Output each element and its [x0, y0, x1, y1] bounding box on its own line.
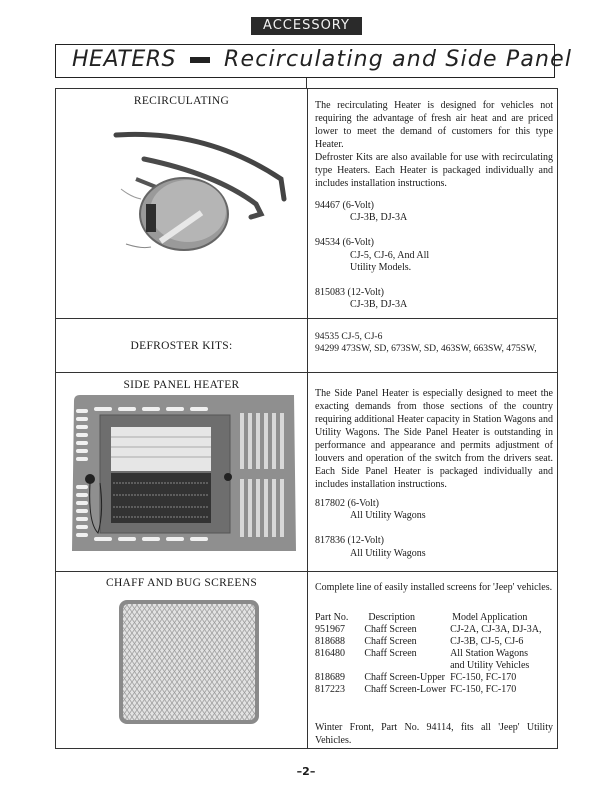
- description-cell: Chaff Screen: [364, 648, 417, 659]
- part-application: Utility Models.: [350, 261, 412, 273]
- part-no-cell: 951967: [315, 624, 345, 635]
- part-number: 817802 (6-Volt): [315, 498, 379, 509]
- description-cell: Chaff Screen-Upper: [364, 672, 445, 683]
- part-application: CJ-3B, DJ-3A: [350, 212, 408, 224]
- page-title: [72, 47, 572, 72]
- table-row: [313, 684, 543, 696]
- table-row: [313, 672, 543, 684]
- description-cell: [362, 660, 448, 672]
- part-application: All Utility Wagons: [350, 510, 426, 522]
- part-no-cell: 818689: [315, 672, 345, 683]
- column-header: Part No.: [315, 612, 349, 623]
- defroster-list: [315, 331, 553, 355]
- part-number: 94467 (6-Volt): [315, 200, 374, 211]
- part-number: 94534 (6-Volt): [315, 237, 374, 249]
- recirculating-paragraph-1: The recirculating Heater is designed for vehicles not requiring the advantage of fresh air heat and are priced lower to meet the demand of customers for this type Heater.: [315, 100, 553, 150]
- column-divider: [307, 89, 308, 748]
- page-title-box: [55, 44, 573, 78]
- column-header: Model Application: [452, 612, 528, 623]
- winter-front-note: Winter Front, Part No. 94114, fits all 'Jeep' Utility Vehicles.: [315, 722, 553, 746]
- recirculating-heater-photo: [96, 119, 296, 259]
- table-row: [313, 636, 543, 648]
- accessory-badge: ACCESSORY: [251, 17, 362, 35]
- table-row: [313, 648, 543, 660]
- title-sub: Recirculating and Side Panel: [223, 47, 573, 72]
- part-number: 815083 (12-Volt): [315, 287, 384, 299]
- part-no-cell: 818688: [315, 636, 345, 647]
- title-main: HEATERS: [72, 47, 176, 72]
- chaff-screen-photo: [117, 598, 261, 726]
- model-application-cell: CJ-2A, CJ-3A, DJ-3A,: [450, 624, 542, 635]
- recirculating-heading: RECIRCULATING: [133, 95, 230, 107]
- recirculating-paragraph-2: Defroster Kits are also available for use with recirculating type Heaters. Each Heater is packaged individually and includes installation instructions.: [315, 152, 553, 189]
- page-number: –2–: [296, 765, 316, 778]
- part-no-cell: 817223: [315, 684, 345, 695]
- defroster-heading: DEFROSTER KITS:: [130, 340, 233, 352]
- table-row: [313, 624, 543, 636]
- side-panel-heater-photo: [68, 393, 298, 553]
- description-cell: Chaff Screen: [364, 636, 417, 647]
- chaff-screens-intro: Complete line of easily installed screens for 'Jeep' vehicles.: [315, 582, 553, 593]
- description-cell: Chaff Screen: [364, 624, 417, 635]
- defroster-line: 94299 473SW, SD, 673SW, SD, 463SW, 663SW, 475SW,: [315, 343, 537, 355]
- model-application-cell: All Station Wagons: [450, 648, 528, 659]
- row-divider: [56, 372, 557, 373]
- side-panel-description: The Side Panel Heater is especially designed to meet the exacting demands from those sections of the country requiring additional Heater capacity in Station Wagons and Utility Wagons. The Side Panel Heater is outstanding in performance and appearance and permits adjustment of louvers and operation of the switch from the drivers seat. Each Side Panel Heater is packaged individually and includes installation instructions.: [315, 388, 553, 490]
- table-row: [313, 660, 543, 672]
- part-number: 817836 (12-Volt): [315, 535, 384, 547]
- product-table: [55, 88, 558, 749]
- side-panel-parts-list: [315, 498, 553, 560]
- column-header: Description: [368, 612, 415, 623]
- chaff-screens-heading: CHAFF AND BUG SCREENS: [105, 577, 258, 589]
- row-divider: [56, 571, 557, 572]
- side-panel-heading: SIDE PANEL HEATER: [123, 379, 240, 391]
- defroster-line: 94535 CJ-5, CJ-6: [315, 331, 383, 342]
- part-no-cell: [313, 660, 362, 672]
- model-application-cell: and Utility Vehicles: [450, 660, 530, 671]
- title-dash: [190, 57, 210, 63]
- recirculating-parts-list: [315, 200, 553, 311]
- part-application: CJ-5, CJ-6, And All: [350, 249, 430, 261]
- model-application-cell: FC-150, FC-170: [450, 684, 517, 695]
- recirculating-description: [315, 99, 553, 190]
- chaff-screens-table: [313, 612, 543, 696]
- model-application-cell: CJ-3B, CJ-5, CJ-6: [450, 636, 524, 647]
- part-application: CJ-3B, DJ-3A: [350, 299, 408, 311]
- table-header-row: [313, 612, 543, 624]
- part-no-cell: 816480: [315, 648, 345, 659]
- model-application-cell: FC-150, FC-170: [450, 672, 517, 683]
- row-divider: [56, 318, 557, 319]
- part-application: All Utility Wagons: [350, 547, 426, 559]
- description-cell: Chaff Screen-Lower: [364, 684, 447, 695]
